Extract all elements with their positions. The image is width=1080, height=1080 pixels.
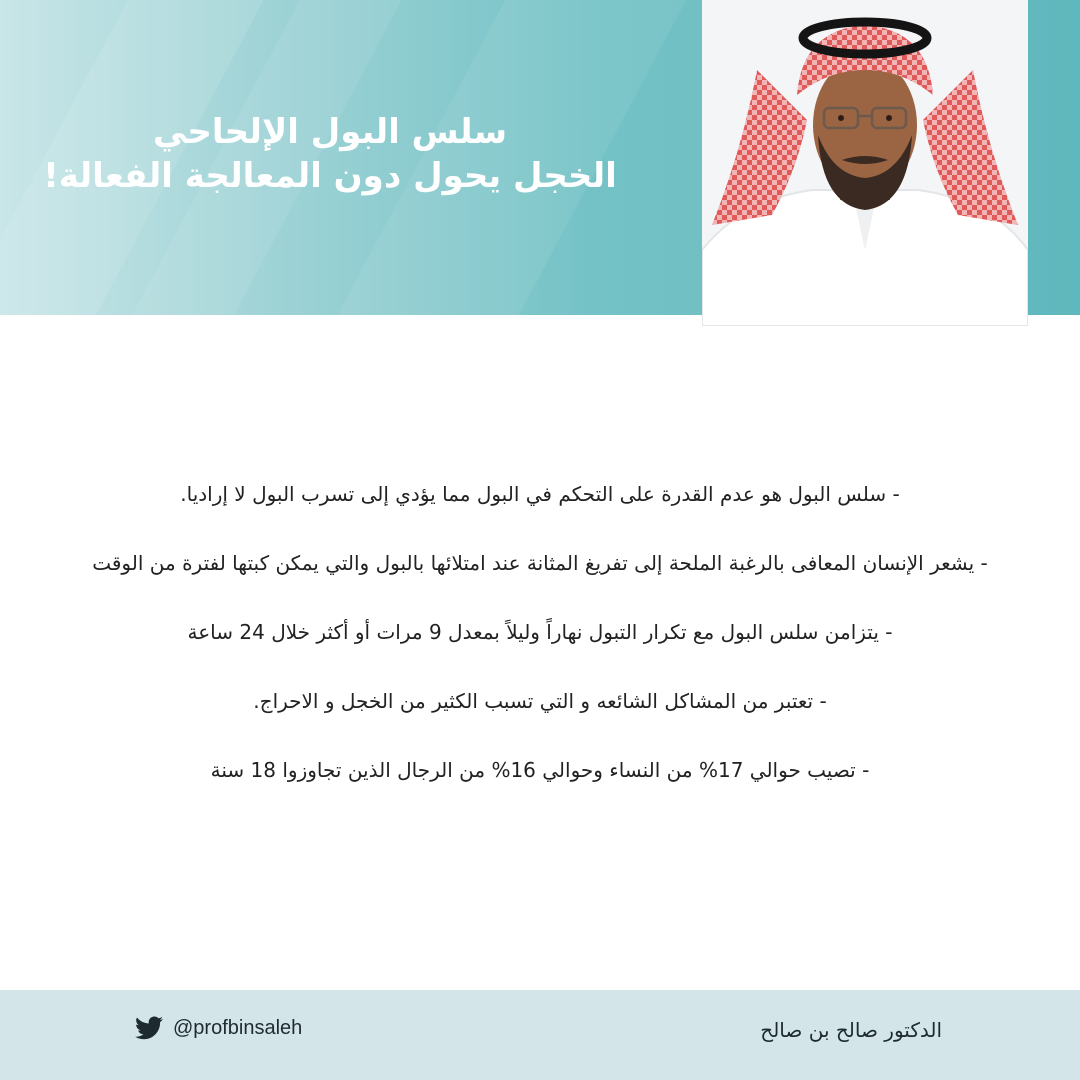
author-name: الدكتور صالح بن صالح [760,1018,942,1042]
doctor-portrait [702,0,1028,326]
bullet-item: - سلس البول هو عدم القدرة على التحكم في البول مما يؤدي إلى تسرب البول لا إراديا. [180,482,900,506]
page-title [40,110,620,198]
bullet-item: - يتزامن سلس البول مع تكرار التبول نهاراً وليلاً بمعدل 9 مرات أو أكثر خلال 24 ساعة [187,620,893,644]
twitter-handle: @profbinsaleh [173,1016,303,1039]
bullet-list [40,478,1040,823]
twitter-bird-icon [135,1016,163,1040]
footer-bar [0,990,1080,1080]
title-line-2: الخجل يحول دون المعالجة الفعالة! [43,156,617,196]
twitter-handle-link[interactable] [135,1016,302,1040]
bullet-item: - يشعر الإنسان المعافى بالرغبة الملحة إلى تفريغ المثانة عند امتلائها بالبول والتي يمكن كبتها لفترة من الوقت [92,551,988,575]
bullet-item: - تصيب حوالي 17% من النساء وحوالي 16% من الرجال الذين تجاوزوا 18 سنة [210,758,870,782]
bullet-item: - تعتبر من المشاكل الشائعه و التي تسبب الكثير من الخجل و الاحراج. [253,689,827,713]
title-line-1: سلس البول الإلحاحي [152,112,508,152]
